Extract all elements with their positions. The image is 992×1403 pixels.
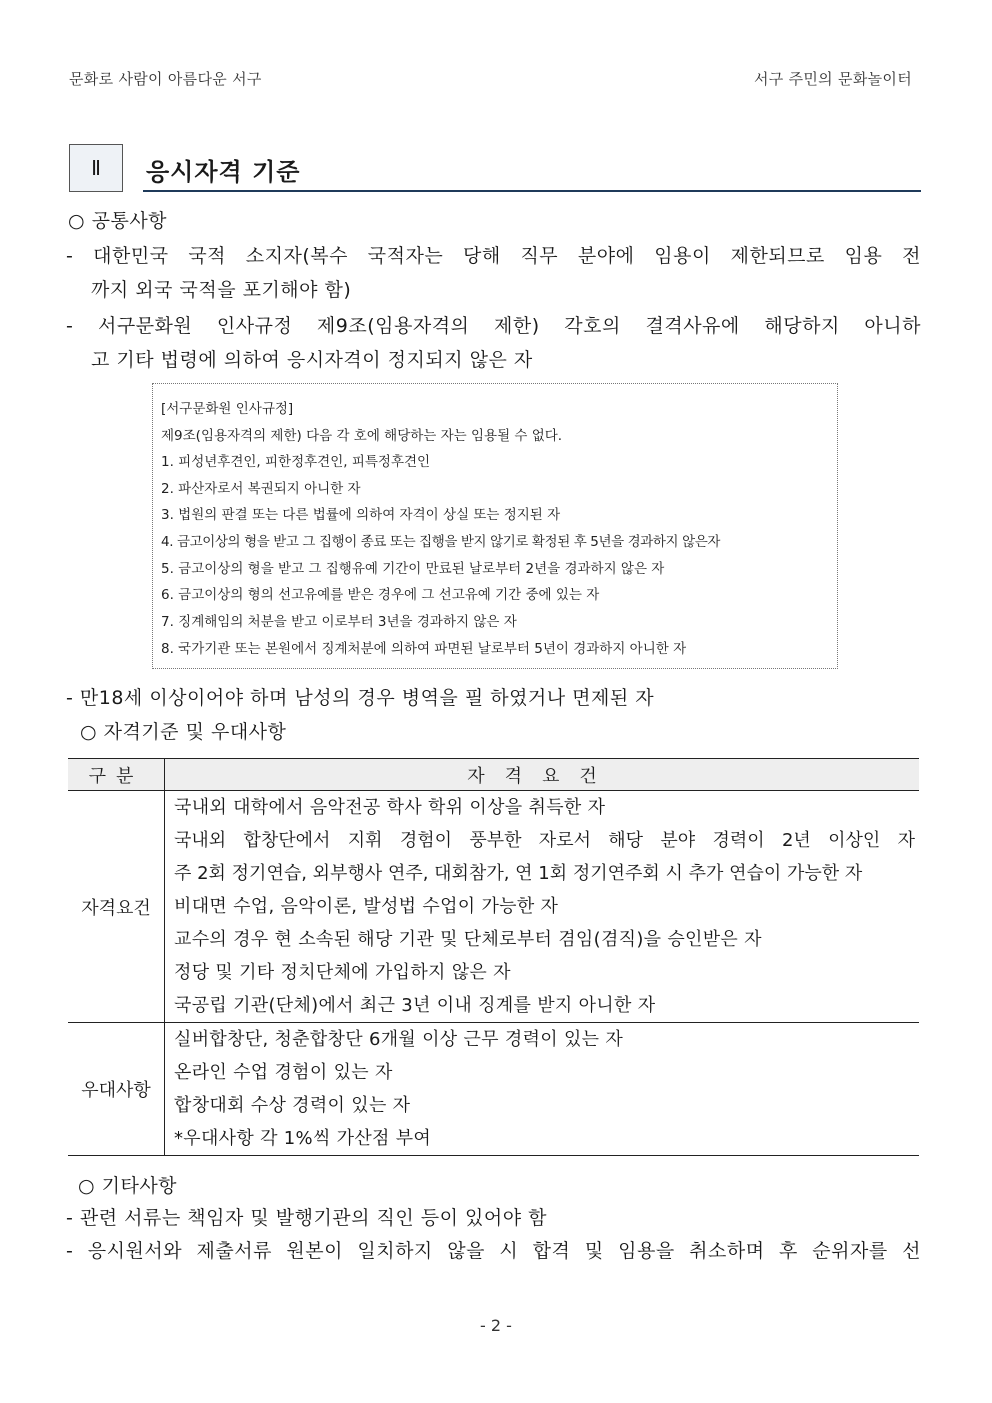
requirement-item: 국공립 기관(단체)에서 최근 3년 이내 징계를 받지 아니한 자	[174, 995, 656, 1016]
regulation-item: 8. 국가기관 또는 본원에서 징계처분에 의하여 파면된 날로부터 5년이 경과하지 아니한 자	[161, 641, 687, 657]
col-category-header: 구분	[68, 759, 165, 791]
section-title: 응시자격 기준	[146, 158, 301, 186]
regulation-title: [서구문화원 인사규정]	[161, 401, 294, 417]
preference-item: 실버합창단, 청춘합창단 6개월 이상 근무 경력이 있는 자	[174, 1029, 624, 1050]
requirement-item: 국내외 합창단에서 지휘 경험이 풍부한 자로서 해당 분야 경력이 2년 이상인 자	[174, 830, 915, 851]
common-item-2: - 서구문화원 인사규정 제9조(임용자격의 제한) 각호의 결격사유에 해당하지 아니하	[66, 315, 921, 337]
table-header-row	[68, 759, 919, 791]
header-left-text: 문화로 사람이 아름다운 서구	[69, 70, 262, 88]
row-category: 자격요건	[68, 791, 165, 1023]
preference-item: *우대사항 각 1%씩 가산점 부여	[174, 1128, 432, 1149]
preference-item: 합창대회 수상 경력이 있는 자	[174, 1095, 411, 1116]
header-right-text: 서구 주민의 문화놀이터	[753, 70, 912, 88]
section-number-box: Ⅱ	[69, 144, 123, 192]
regulation-item: 4. 금고이상의 형을 받고 그 집행이 종료 또는 집행을 받지 않기로 확정된 후 5년을 경과하지 않은자	[161, 534, 720, 550]
page-number: - 2 -	[480, 1316, 512, 1335]
row-items	[165, 1023, 920, 1156]
common-heading: ○ 공통사항	[68, 210, 168, 232]
common-item-1-cont: 까지 외국 국적을 포기해야 함)	[91, 279, 352, 301]
requirement-item: 비대면 수업, 음악이론, 발성법 수업이 가능한 자	[174, 896, 559, 917]
common-item-1: - 대한민국 국적 소지자(복수 국적자는 당해 직무 분야에 임용이 제한되므로 임용 전	[66, 245, 921, 267]
table-row	[68, 791, 919, 1023]
regulation-box	[152, 383, 838, 669]
regulation-item: 2. 파산자로서 복권되지 아니한 자	[161, 481, 361, 497]
row-items	[165, 791, 920, 1023]
other-item-1: - 관련 서류는 책임자 및 발행기관의 직인 등이 있어야 함	[66, 1207, 548, 1229]
section-underline	[143, 190, 921, 192]
regulation-item: 3. 법원의 판결 또는 다른 법률에 의하여 자격이 상실 또는 정지된 자	[161, 507, 561, 523]
table-row	[68, 1023, 919, 1156]
col-requirements-header: 자격요건	[165, 759, 920, 791]
regulation-item: 7. 징계해임의 처분을 받고 이로부터 3년을 경과하지 않은 자	[161, 614, 517, 630]
requirement-item: 교수의 경우 현 소속된 해당 기관 및 단체로부터 겸임(겸직)을 승인받은 자	[174, 929, 762, 950]
row-category: 우대사항	[68, 1023, 165, 1156]
regulation-item: 6. 금고이상의 형의 선고유예를 받은 경우에 그 선고유예 기간 중에 있는 자	[161, 587, 600, 603]
requirement-item: 정당 및 기타 정치단체에 가입하지 않은 자	[174, 962, 511, 983]
regulation-item: 5. 금고이상의 형을 받고 그 집행유예 기간이 만료된 날로부터 2년을 경과하지 않은 자	[161, 561, 665, 577]
requirement-item: 주 2회 정기연습, 외부행사 연주, 대회참가, 연 1회 정기연주회 시 추가 연습이 가능한 자	[174, 863, 863, 884]
common-item-2-cont: 고 기타 법령에 의하여 응시자격이 정지되지 않은 자	[91, 349, 533, 371]
other-item-2: - 응시원서와 제출서류 원본이 일치하지 않을 시 합격 및 임용을 취소하며 후 순위자를 선	[66, 1240, 921, 1262]
preference-item: 온라인 수업 경험이 있는 자	[174, 1062, 393, 1083]
qualification-table	[68, 758, 919, 1156]
age-requirement: - 만18세 이상이어야 하며 남성의 경우 병역을 필 하였거나 면제된 자	[66, 687, 655, 709]
regulation-item: 1. 피성년후견인, 피한정후견인, 피특정후견인	[161, 454, 431, 470]
other-heading: ○ 기타사항	[78, 1175, 178, 1197]
regulation-intro: 제9조(임용자격의 제한) 다음 각 호에 해당하는 자는 임용될 수 없다.	[161, 428, 563, 444]
requirement-item: 국내외 대학에서 음악전공 학사 학위 이상을 취득한 자	[174, 797, 606, 818]
qualification-heading: ○ 자격기준 및 우대사항	[80, 721, 287, 743]
